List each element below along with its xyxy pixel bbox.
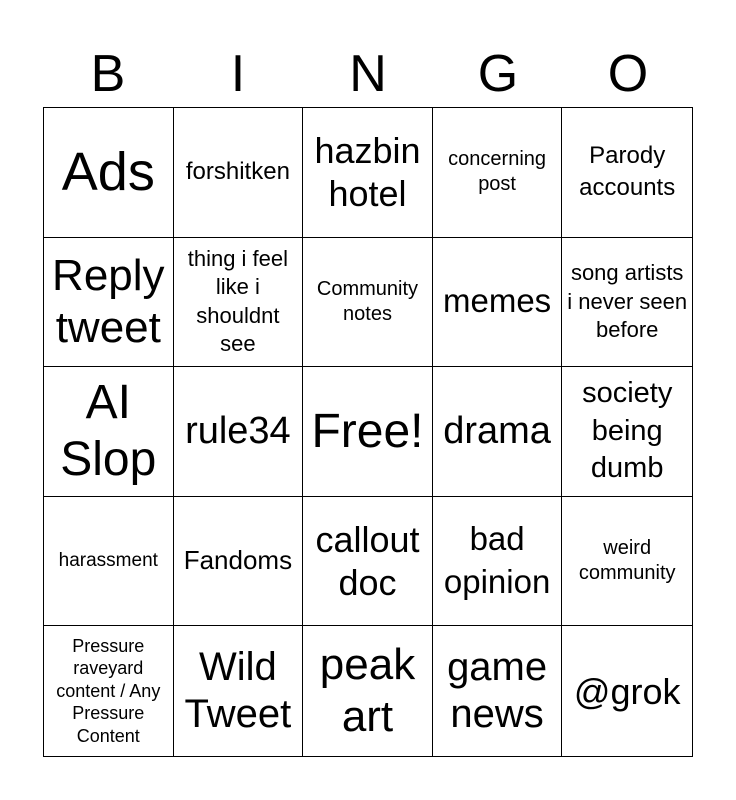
bingo-cell[interactable]: bad opinion [433,497,563,627]
header-letter-n: N [349,45,387,103]
bingo-cell[interactable]: rule34 [174,367,304,497]
bingo-cell[interactable]: Pressure raveyard content / Any Pressure Content [44,626,174,756]
bingo-cell[interactable]: song artists i never seen before [562,238,692,368]
bingo-cell[interactable]: Ads [44,108,174,238]
bingo-cell[interactable]: harassment [44,497,174,627]
header-letter-o: O [607,45,649,103]
bingo-cell[interactable]: Wild Tweet [174,626,304,756]
bingo-cell[interactable]: @grok [573,670,681,712]
bingo-cell[interactable]: AI Slop [44,367,174,497]
bingo-cell[interactable]: Fandoms [174,497,304,627]
bingo-cell[interactable]: drama [433,367,563,497]
bingo-cell[interactable]: Reply tweet [44,238,174,368]
bingo-cell[interactable]: hazbin hotel [303,108,433,238]
bingo-cell[interactable]: memes [433,238,563,368]
bingo-cell[interactable]: Community notes [303,238,433,368]
header-letter-g: G [477,45,519,103]
bingo-cell[interactable]: weird community [562,497,692,627]
bingo-cell[interactable]: Free! [303,367,433,497]
header-letter-b: B [90,45,126,103]
bingo-cell[interactable]: forshitken [174,108,304,238]
bingo-cell[interactable]: concerning post [433,108,563,238]
bingo-header [43,40,693,108]
bingo-cell[interactable]: game news [433,626,563,756]
bingo-cell[interactable]: society being dumb [562,367,692,497]
header-letter-i: I [230,45,246,103]
bingo-cell[interactable]: callout doc [303,497,433,627]
bingo-cell[interactable]: thing i feel like i shouldnt see [174,238,304,368]
bingo-cell[interactable]: peak art [303,626,433,756]
bingo-board [43,107,693,757]
bingo-cell[interactable]: Parody accounts [562,108,692,238]
